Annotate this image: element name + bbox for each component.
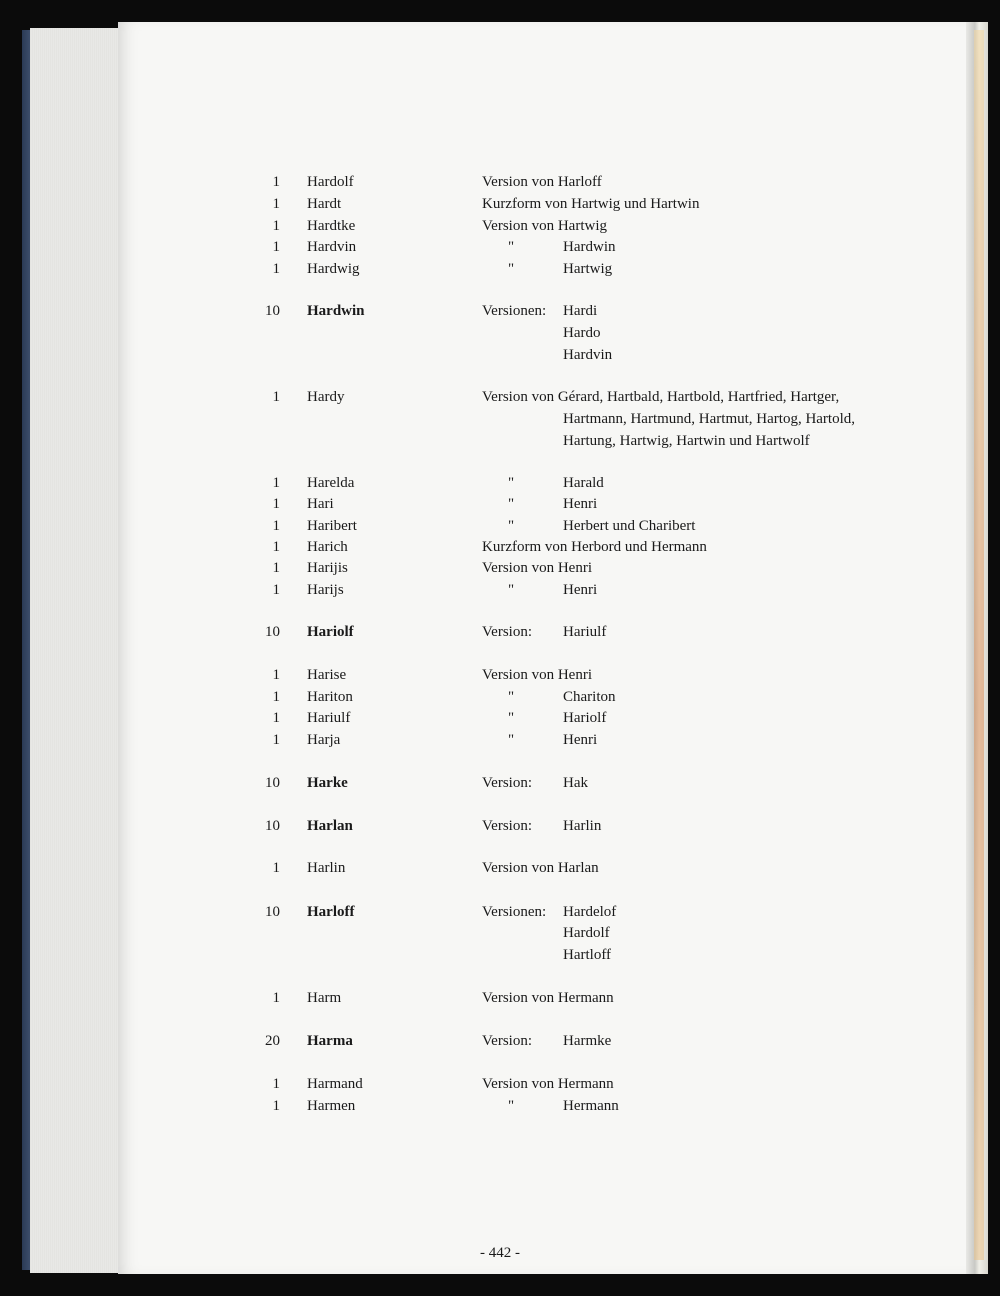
entry-frequency: 10 xyxy=(265,904,280,920)
entry-value: Hartung, Hartwig, Hartwin und Hartwolf xyxy=(563,433,810,449)
entry-frequency: 1 xyxy=(272,218,280,234)
name-entry-row xyxy=(0,687,1000,708)
name-entry-row xyxy=(0,259,1000,280)
name-entry-row xyxy=(0,494,1000,515)
entry-value: Hardvin xyxy=(563,347,613,363)
name-entry-row xyxy=(0,1031,1000,1052)
ditto-mark: " xyxy=(508,261,515,277)
entry-value: Hardo xyxy=(563,325,601,341)
entry-name: Hardwin xyxy=(307,303,365,319)
entry-description: Version: xyxy=(482,818,532,834)
ditto-mark: " xyxy=(508,518,515,534)
entry-frequency: 1 xyxy=(272,196,280,212)
ditto-mark: " xyxy=(508,1098,515,1114)
entry-frequency: 1 xyxy=(272,239,280,255)
entry-value: Henri xyxy=(563,732,598,748)
name-entry-row xyxy=(0,1096,1000,1117)
name-entry-row xyxy=(0,387,1000,408)
entry-value: Hariulf xyxy=(563,624,607,640)
entry-frequency: 1 xyxy=(272,710,280,726)
entry-name: Hariulf xyxy=(307,710,351,726)
page-number: - 442 - xyxy=(480,1245,520,1261)
entry-description: Version von Harlan xyxy=(482,860,599,876)
entry-name: Harelda xyxy=(307,475,355,491)
entry-description: Version von Hermann xyxy=(482,990,614,1006)
entry-frequency: 1 xyxy=(272,732,280,748)
entry-name: Hardolf xyxy=(307,174,354,190)
entry-value: Hak xyxy=(563,775,588,791)
entry-name: Hariton xyxy=(307,689,353,705)
entry-value: Hardolf xyxy=(563,925,610,941)
entry-name: Hardtke xyxy=(307,218,356,234)
ditto-mark: " xyxy=(508,582,515,598)
name-entry-row xyxy=(0,858,1000,879)
entry-value: Hardwin xyxy=(563,239,616,255)
entry-value: Hartmann, Hartmund, Hartmut, Hartog, Hartold, xyxy=(563,411,856,427)
entry-value: Chariton xyxy=(563,689,616,705)
entry-name: Harise xyxy=(307,667,347,683)
entry-description: Version von Henri xyxy=(482,667,592,683)
entry-value: Henri xyxy=(563,582,598,598)
entry-name: Hardwig xyxy=(307,261,360,277)
entry-frequency: 1 xyxy=(272,389,280,405)
entry-description: Version: xyxy=(482,1033,532,1049)
entry-value: Harmke xyxy=(563,1033,612,1049)
name-entry-row xyxy=(0,708,1000,729)
entry-description: Version: xyxy=(482,624,532,640)
name-entry-row xyxy=(0,902,1000,923)
entry-value: Henri xyxy=(563,496,598,512)
entry-description: Version von Hartwig xyxy=(482,218,607,234)
entry-value: Harald xyxy=(563,475,604,491)
entry-description: Kurzform von Hartwig und Hartwin xyxy=(482,196,700,212)
entry-frequency: 1 xyxy=(272,518,280,534)
ditto-mark: " xyxy=(508,475,515,491)
entry-name: Hardy xyxy=(307,389,345,405)
entry-value: Hardi xyxy=(563,303,598,319)
entry-name: Harma xyxy=(307,1033,353,1049)
entry-value: Hardelof xyxy=(563,904,617,920)
entry-frequency: 1 xyxy=(272,1098,280,1114)
name-entry-row xyxy=(0,988,1000,1009)
name-entry-row xyxy=(0,923,1000,944)
ditto-mark: " xyxy=(508,239,515,255)
entry-frequency: 1 xyxy=(272,667,280,683)
entry-frequency: 1 xyxy=(272,1076,280,1092)
name-entry-row xyxy=(0,473,1000,494)
name-entry-row xyxy=(0,816,1000,837)
entry-name: Harja xyxy=(307,732,341,748)
entry-frequency: 1 xyxy=(272,475,280,491)
entry-frequency: 1 xyxy=(272,261,280,277)
entry-frequency: 10 xyxy=(265,303,280,319)
entry-name: Harmen xyxy=(307,1098,356,1114)
ditto-mark: " xyxy=(508,689,515,705)
name-entry-row xyxy=(0,537,1000,558)
ditto-mark: " xyxy=(508,496,515,512)
name-entry-row xyxy=(0,409,1000,430)
name-entry-row xyxy=(0,558,1000,579)
entry-frequency: 1 xyxy=(272,582,280,598)
entry-value: Hartloff xyxy=(563,947,612,963)
entry-description: Version von Henri xyxy=(482,560,592,576)
entry-frequency: 1 xyxy=(272,689,280,705)
name-entry-row xyxy=(0,194,1000,215)
entry-frequency: 10 xyxy=(265,818,280,834)
name-entry-row xyxy=(0,431,1000,452)
ditto-mark: " xyxy=(508,732,515,748)
entry-name: Harlin xyxy=(307,860,346,876)
name-entry-row xyxy=(0,665,1000,686)
entry-name: Haribert xyxy=(307,518,357,534)
name-entry-row xyxy=(0,237,1000,258)
name-entry-row xyxy=(0,172,1000,193)
entry-frequency: 20 xyxy=(265,1033,280,1049)
entry-description: Version von Harloff xyxy=(482,174,602,190)
entry-name: Hardt xyxy=(307,196,342,212)
entry-value: Hariolf xyxy=(563,710,607,726)
entry-frequency: 10 xyxy=(265,624,280,640)
entry-value: Herbert und Charibert xyxy=(563,518,696,534)
name-entry-row xyxy=(0,345,1000,366)
entry-description: Versionen: xyxy=(482,904,547,920)
entry-frequency: 1 xyxy=(272,539,280,555)
name-entry-row xyxy=(0,773,1000,794)
entry-name: Harm xyxy=(307,990,342,1006)
entry-description: Version von Gérard, Hartbald, Hartbold, Hartfried, Hartger, xyxy=(482,389,840,405)
entry-frequency: 1 xyxy=(272,990,280,1006)
name-entry-row xyxy=(0,216,1000,237)
name-entry-row xyxy=(0,516,1000,537)
entry-name: Harke xyxy=(307,775,348,791)
entry-frequency: 1 xyxy=(272,496,280,512)
name-entry-row xyxy=(0,580,1000,601)
entry-name: Harijis xyxy=(307,560,348,576)
entry-frequency: 1 xyxy=(272,560,280,576)
entry-frequency: 1 xyxy=(272,860,280,876)
entry-name: Harich xyxy=(307,539,348,555)
entry-description: Version: xyxy=(482,775,532,791)
entry-name: Hariolf xyxy=(307,624,354,640)
entry-name: Harijs xyxy=(307,582,344,598)
entry-value: Hermann xyxy=(563,1098,619,1114)
entry-name: Harloff xyxy=(307,904,355,920)
entry-value: Hartwig xyxy=(563,261,613,277)
entry-name: Hari xyxy=(307,496,334,512)
entry-description: Versionen: xyxy=(482,303,547,319)
entry-name: Harlan xyxy=(307,818,353,834)
entry-name: Hardvin xyxy=(307,239,357,255)
name-entry-row xyxy=(0,1074,1000,1095)
entry-description: Kurzform von Herbord und Hermann xyxy=(482,539,707,555)
name-entry-row xyxy=(0,622,1000,643)
name-entry-row xyxy=(0,323,1000,344)
entry-value: Harlin xyxy=(563,818,602,834)
name-entry-row xyxy=(0,730,1000,751)
name-entry-row xyxy=(0,945,1000,966)
name-entry-row xyxy=(0,301,1000,322)
entry-name: Harmand xyxy=(307,1076,363,1092)
ditto-mark: " xyxy=(508,710,515,726)
entry-description: Version von Hermann xyxy=(482,1076,614,1092)
entry-frequency: 10 xyxy=(265,775,280,791)
entry-frequency: 1 xyxy=(272,174,280,190)
